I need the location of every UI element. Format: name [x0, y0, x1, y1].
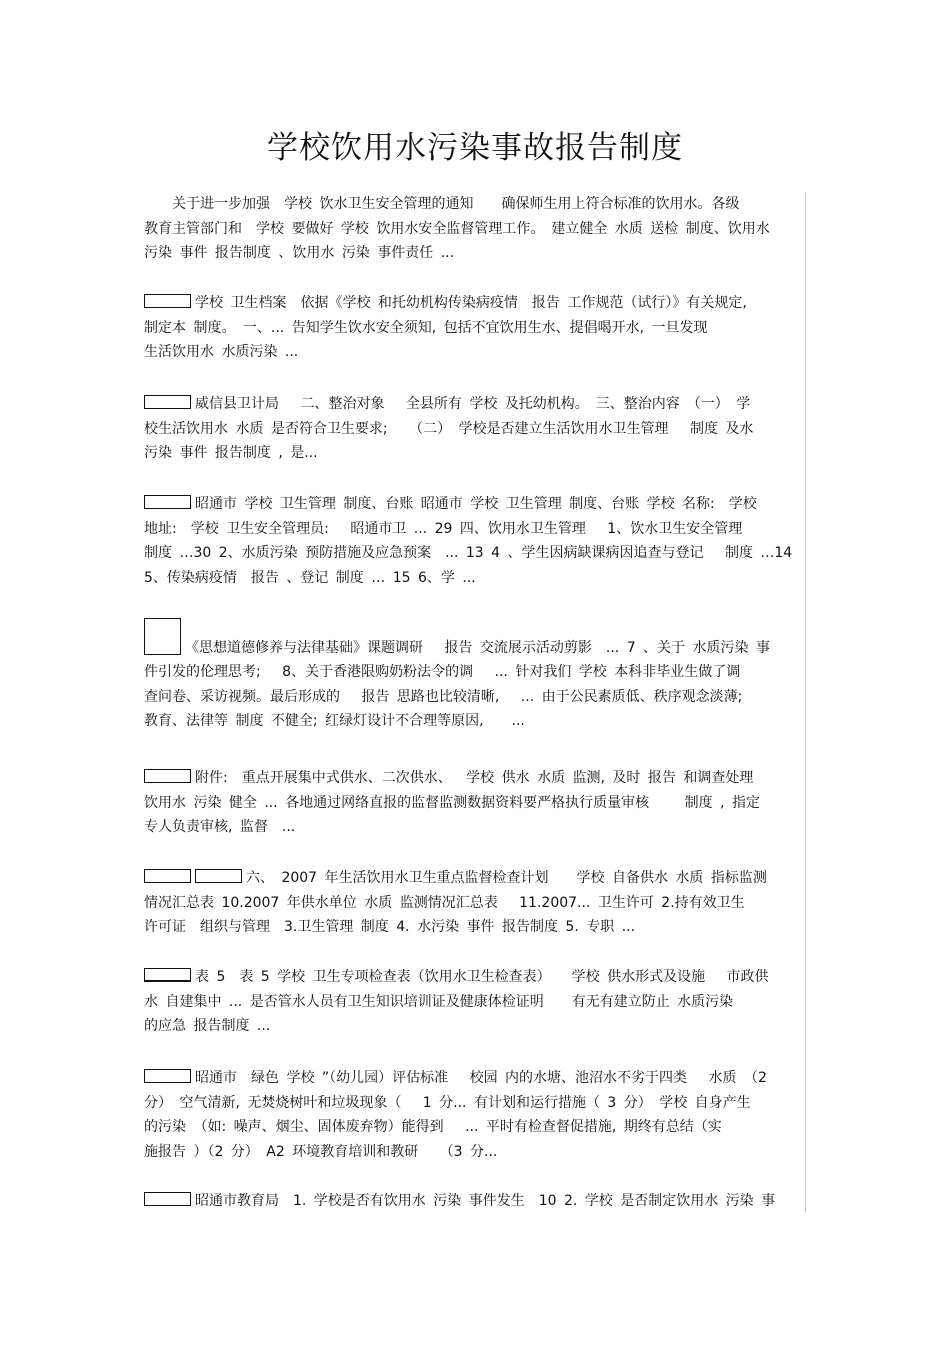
paragraph-8 [144, 965, 806, 1039]
text-line: 威信县卫计局 二、整治对象 全县所有 学校 及托幼机构。 三、整治内容 （一） 学 [195, 396, 751, 412]
image-placeholder-box [144, 495, 191, 509]
text-line: 表 5 表 5 学校 卫生专项检查表（饮用水卫生检查表） 学校 供水形式及设施 市政供 [195, 969, 769, 985]
text-line: 昭通市教育局 1. 学校是否有饮用水 污染 事件发生 10 2. 学校 是否制定饮用水 污染 事 [195, 1193, 776, 1209]
paragraph-5 [144, 618, 806, 734]
text-line: 昭通市 学校 卫生管理 制度、台账 昭通市 学校 卫生管理 制度、台账 学校 名称: 学校 [195, 496, 757, 512]
text-line: 施报告 ）（2 分） A2 环境教育培训和教研 （3 分... [144, 1143, 498, 1160]
text-line: 制定本 制度。 一、... 告知学生饮水安全须知, 包括不宜饮用生水、提倡喝开水, 一旦发现 [144, 319, 708, 336]
image-placeholder-box [144, 618, 181, 655]
text-line: 的污染 （如: 噪声、烟尘、固体废弃物）能得到 ... 平时有检查督促措施, 期终有总结（实 [144, 1119, 722, 1135]
text-line: 污染 事件 报告制度 , 是... [144, 445, 318, 461]
text-line: 查问卷、采访视频。最后形成的 报告 思路也比较清晰, ... 由于公民素质低、秩序观念淡薄; [144, 688, 743, 705]
text-line: 昭通市 绿色 学校 ”（幼儿园）评估标准 校园 内的水塘、池沼水不劣于四类 水质 （2 [195, 1070, 767, 1086]
text-line: 的应急 报告制度 ... [144, 1018, 271, 1034]
text-line: 水 自建集中 ... 是否管水人员有卫生知识培训证及健康体检证明 有无有建立防止 水质污染 [144, 993, 734, 1010]
text-line: 5、传染病疫情 报告 、登记 制度 … 15 6、学 ... [144, 569, 476, 586]
text-line: 许可证 组织与管理 3.卫生管理 制度 4. 水污染 事件 报告制度 5. 专职 ... [144, 919, 636, 935]
text-line: 情况汇总表 10.2007 年供水单位 水质 监测情况汇总表 11.2007... 卫生许可 2.持有效卫生 [144, 894, 745, 911]
paragraph-7 [144, 866, 806, 940]
paragraph-9 [144, 1066, 806, 1164]
text-line: 污染 事件 报告制度 、饮用水 污染 事件责任 ... [144, 245, 455, 261]
image-placeholder-box [144, 1069, 191, 1083]
text-line: 六、 2007 年生活饮用水卫生重点监督检查计划 学校 自备供水 水质 指标监测 [246, 870, 767, 886]
text-line: 件引发的伦理思考; 8、关于香港限购奶粉法令的调 ... 针对我们 学校 本科非毕业生做了调 [144, 664, 741, 680]
image-placeholder-box [144, 395, 191, 409]
document-title: 学校饮用水污染事故报告制度 [267, 130, 683, 166]
image-placeholder-box [144, 294, 191, 308]
text-line: 教育主管部门和 学校 要做好 学校 饮用水安全监督管理工作。 建立健全 水质 送检 制度、饮用水 [144, 220, 770, 237]
image-placeholder-box [144, 1192, 191, 1206]
text-line: 附件: 重点开展集中式供水、二次供水、 学校 供水 水质 监测, 及时 报告 和调查处理 [195, 770, 754, 786]
text-line: 校生活饮用水 水质 是否符合卫生要求; （二） 学校是否建立生活饮用水卫生管理 制度 及水 [144, 420, 754, 437]
paragraph-4 [144, 492, 806, 590]
image-placeholder-box [144, 869, 191, 883]
paragraph-6 [144, 766, 806, 840]
image-placeholder-box [144, 769, 191, 783]
text-line: 专人负责审核, 监督 ... [144, 819, 296, 835]
paragraph-3 [144, 392, 806, 466]
text-line: 学校 卫生档案 依据《学校 和托幼机构传染病疫情 报告 工作规范（试行）》有关规定, [195, 295, 747, 311]
text-line: 教育、法律等 制度 不健全; 红绿灯设计不合理等原因, ... [144, 713, 525, 729]
paragraph-1 [144, 192, 806, 266]
text-line: 地址: 学校 卫生安全管理员: 昭通市卫 ... 29 四、饮用水卫生管理 1、饮水卫生安全管理 [144, 520, 743, 537]
text-line: 生活饮用水 水质污染 ... [144, 344, 299, 360]
paragraph-2 [144, 291, 806, 365]
text-line: 饮用水 污染 健全 ... 各地通过网络直报的监督监测数据资料要严格执行质量审核 制度 , 指定 [144, 794, 760, 811]
text-line: 《思想道德修养与法律基础》课题调研 报告 交流展示活动剪影 ... 7 、关于 水质污染 事 [185, 640, 770, 656]
text-line: 分） 空气清新, 无焚烧树叶和垃圾现象（ 1 分... 有计划和运行措施（ 3 分） 学校 自身产生 [144, 1094, 751, 1111]
text-line: 关于进一步加强 学校 饮水卫生安全管理的通知 确保师生用上符合标准的饮用水。各级 [144, 196, 740, 212]
paragraph-10 [144, 1189, 806, 1214]
image-placeholder-box [144, 968, 191, 982]
image-placeholder-box [195, 869, 242, 883]
text-line: 制度 …30 2、水质污染 预防措施及应急预案 ... 13 4 、学生因病缺课病因追查与登记 制度 …14 [144, 545, 793, 561]
